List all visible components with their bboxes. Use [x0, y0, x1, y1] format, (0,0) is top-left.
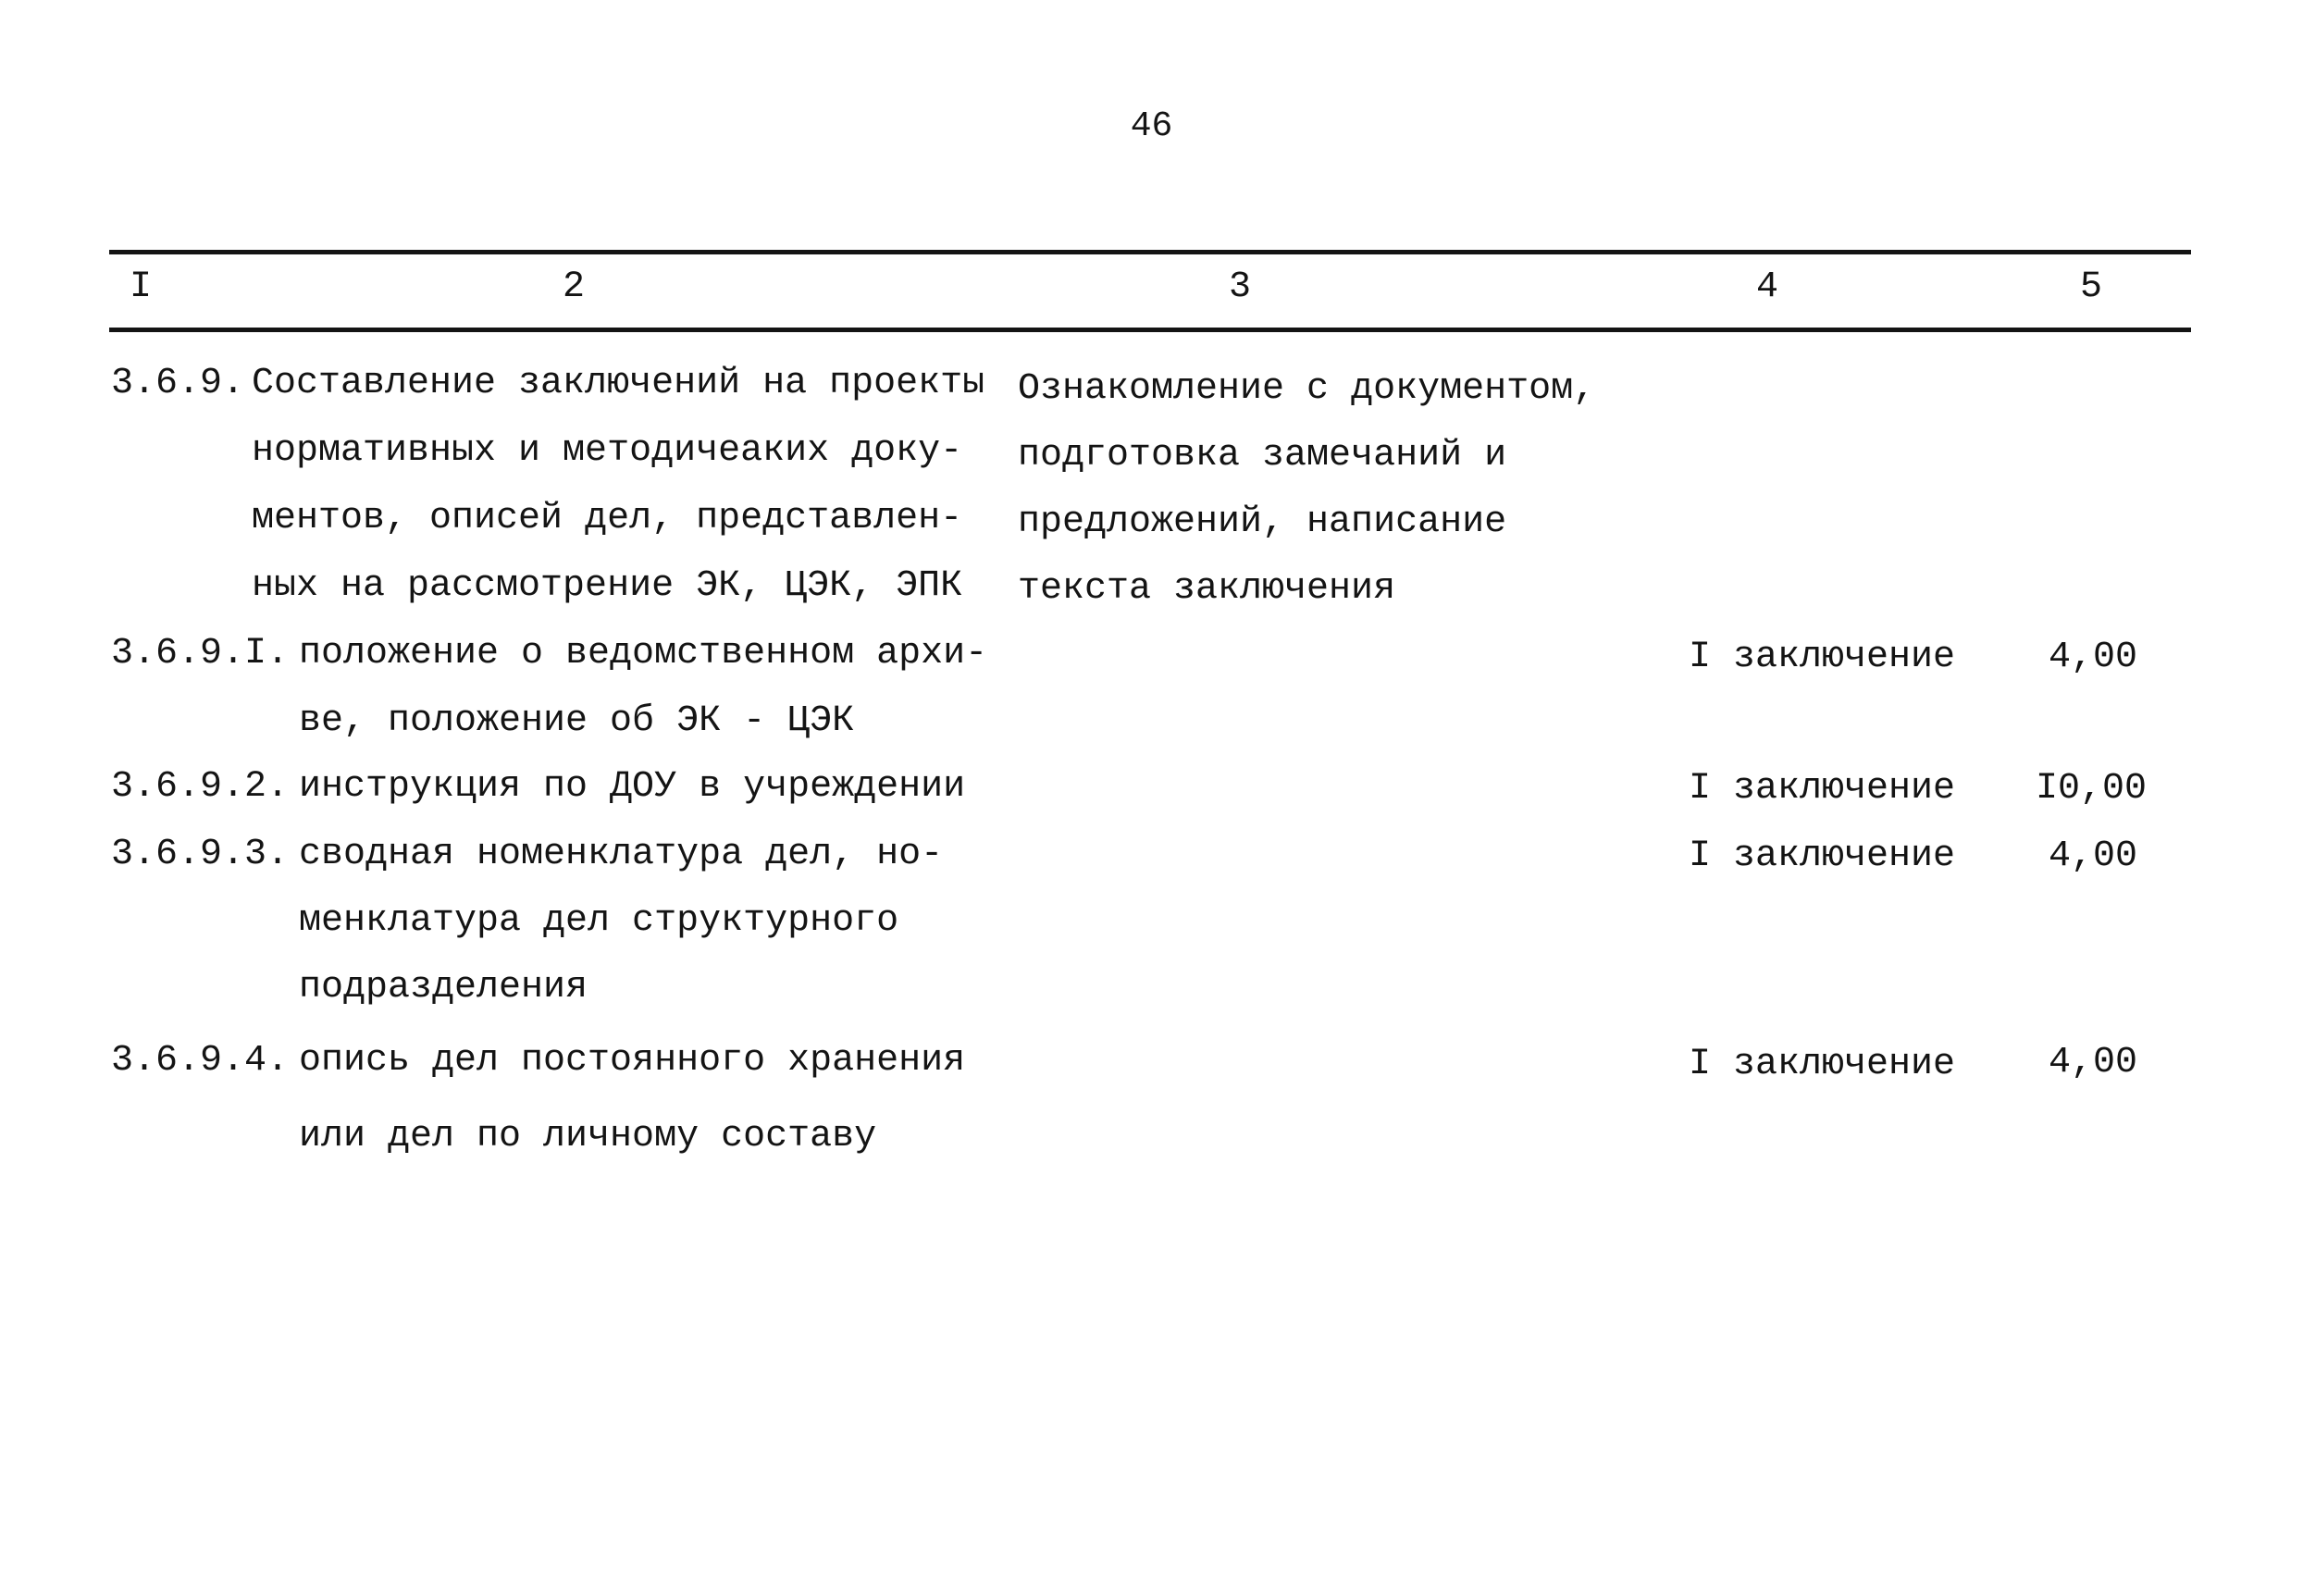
- row-code: 3.6.9.4.: [111, 1040, 290, 1082]
- row-content-line: Ознакомление с документом,: [1018, 368, 1596, 410]
- table-header-col-2: 2: [563, 266, 586, 308]
- row-description-line: нормативных и методичеаких доку-: [252, 430, 963, 472]
- row-description-line: ных на рассмотрение ЭК, ЦЭК, ЭПК: [252, 565, 963, 607]
- row-unit: I заключение: [1689, 768, 1956, 810]
- row-description-line: Составление заключений на проекты: [252, 363, 985, 404]
- table-top-rule: [109, 250, 2191, 254]
- row-code: 3.6.9.: [111, 363, 245, 404]
- row-description-line: ментов, описей дел, представлен-: [252, 498, 963, 539]
- row-code: 3.6.9.I.: [111, 633, 290, 674]
- row-description-line: инструкция по ДОУ в учреждении: [299, 766, 966, 808]
- page-number: 46: [1130, 106, 1173, 146]
- row-code: 3.6.9.3.: [111, 834, 290, 875]
- row-norm: 4,00: [2048, 637, 2137, 678]
- table-header-col-1: I: [130, 266, 153, 308]
- table-header-col-3: 3: [1229, 266, 1252, 308]
- row-description-line: опись дел постоянного хранения: [299, 1040, 966, 1082]
- table-header-col-4: 4: [1756, 266, 1779, 308]
- row-unit: I заключение: [1689, 1044, 1956, 1085]
- row-description-line: положение о ведомственном архи-: [299, 633, 988, 674]
- row-unit: I заключение: [1689, 835, 1956, 877]
- row-description-line: сводная номенклатура дел, но-: [299, 834, 944, 875]
- row-unit: I заключение: [1689, 637, 1956, 678]
- row-description-line: менклатура дел структурного: [299, 900, 899, 942]
- row-content-line: текста заключения: [1018, 568, 1396, 610]
- row-content-line: предложений, написание: [1018, 501, 1507, 543]
- row-norm: 4,00: [2048, 1042, 2137, 1083]
- row-norm: 4,00: [2048, 835, 2137, 877]
- row-content-line: подготовка замечаний и: [1018, 435, 1507, 476]
- row-description-line: или дел по личному составу: [299, 1116, 877, 1157]
- table-header-col-5: 5: [2080, 266, 2103, 308]
- row-description-line: подразделения: [299, 967, 588, 1008]
- table-header-bottom-rule: [109, 328, 2191, 332]
- row-description-line: ве, положение об ЭК - ЦЭК: [299, 700, 855, 742]
- row-code: 3.6.9.2.: [111, 766, 290, 808]
- row-norm: I0,00: [2036, 768, 2148, 810]
